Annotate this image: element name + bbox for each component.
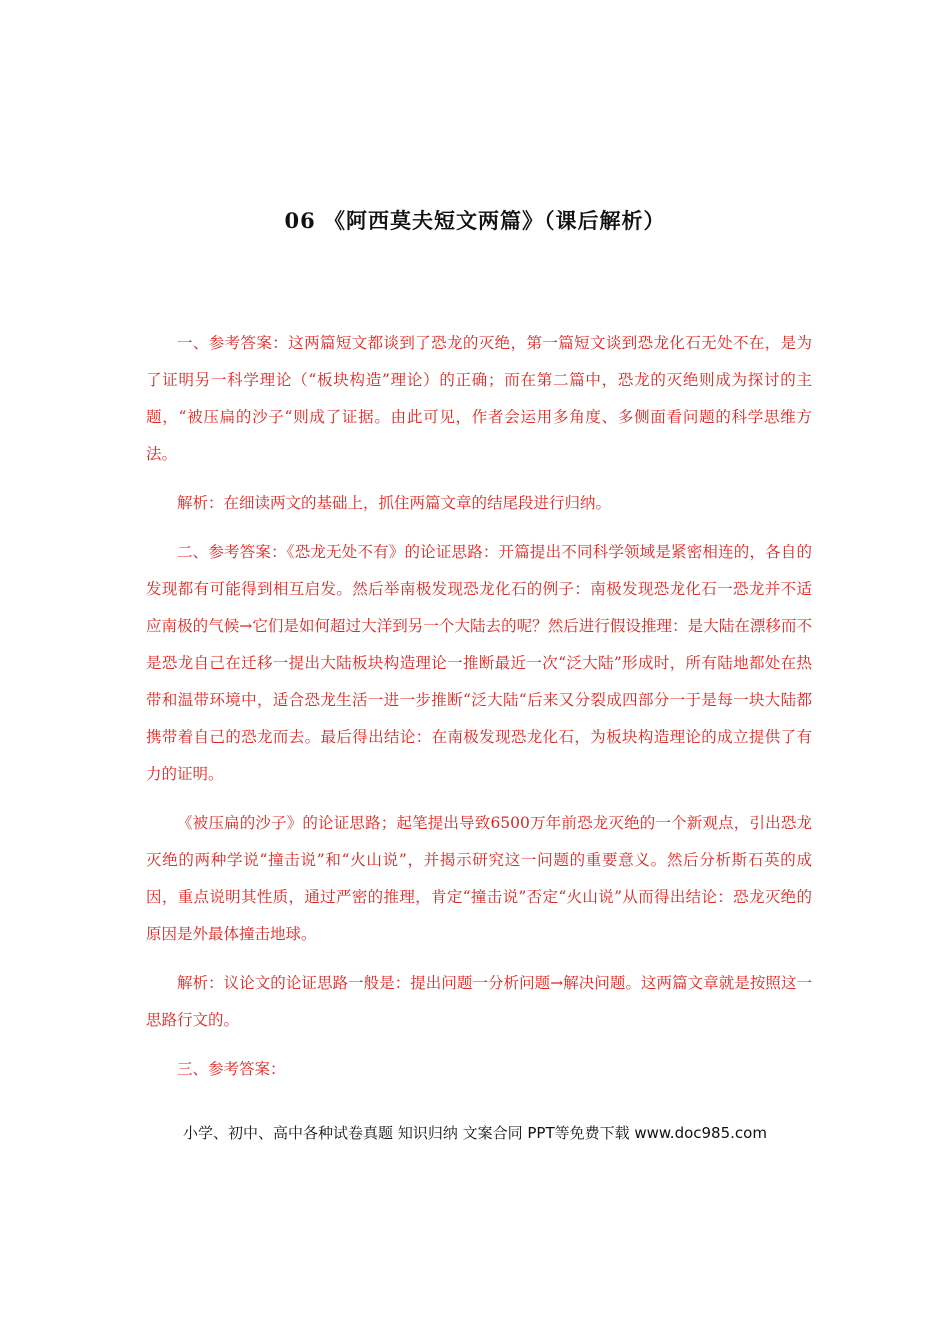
analysis-paragraph-1: 解析：在细读两文的基础上，抓住两篇文章的结尾段进行归纳。 [177, 494, 612, 512]
answer-body [146, 325, 812, 1100]
answer-paragraph-1: 一、参考答案：这两篇短文都谈到了恐龙的灭绝，第一篇短文谈到恐龙化石无处不在，是为了证明另一科学理论（“板块构造”理论）的正确；而在第二篇中，恐龙的灭绝则成为探讨的主题，“被压扁的沙子“则成了证据。由此可见，作者会运用多角度、多侧面看问题的科学思维方法。 [146, 334, 812, 463]
answer-paragraph-3: 三、参考答案： [177, 1060, 286, 1078]
download-footer: 小学、初中、高中各种试卷真题 知识归纳 文案合同 PPT等免费下载 www.doc985.com [183, 1124, 767, 1142]
page-title: 06 《阿西莫夫短文两篇》（课后解析） [284, 208, 666, 233]
answer-paragraph-2b: 《被压扁的沙子》的论证思路；起笔提出导致6500万年前恐龙灭绝的一个新观点，引出恐龙灭绝的两种学说“撞击说”和“火山说”，并揭示研究这一问题的重要意义。然后分析斯石英的成因，重点说明其性质，通过严密的推理，肯定“撞击说”否定“火山说”从而得出结论：恐龙灭绝的原因是外最体撞击地球。 [146, 814, 812, 943]
answer-paragraph-2: 二、参考答案：《恐龙无处不有》的论证思路：开篇提出不同科学领域是紧密相连的，各自的发现都有可能得到相互启发。然后举南极发现恐龙化石的例子：南极发现恐龙化石一恐龙并不适应南极的气候→它们是如何超过大洋到另一个大陆去的呢？然后进行假设推理：是大陆在漂移而不是恐龙自己在迁移一提出大陆板块构造理论一推断最近一次“泛大陆”形成时，所有陆地都处在热带和温带环境中，适合恐龙生活一进一步推断“泛大陆“后来又分裂成四部分一于是每一块大陆都携带着自己的恐龙而去。最后得出结论：在南极发现恐龙化石，为板块构造理论的成立提供了有力的证明。 [146, 543, 812, 783]
analysis-paragraph-2: 解析：议论文的论证思路一般是：提出问题一分析问题→解决问题。这两篇文章就是按照这一思路行文的。 [146, 974, 812, 1029]
